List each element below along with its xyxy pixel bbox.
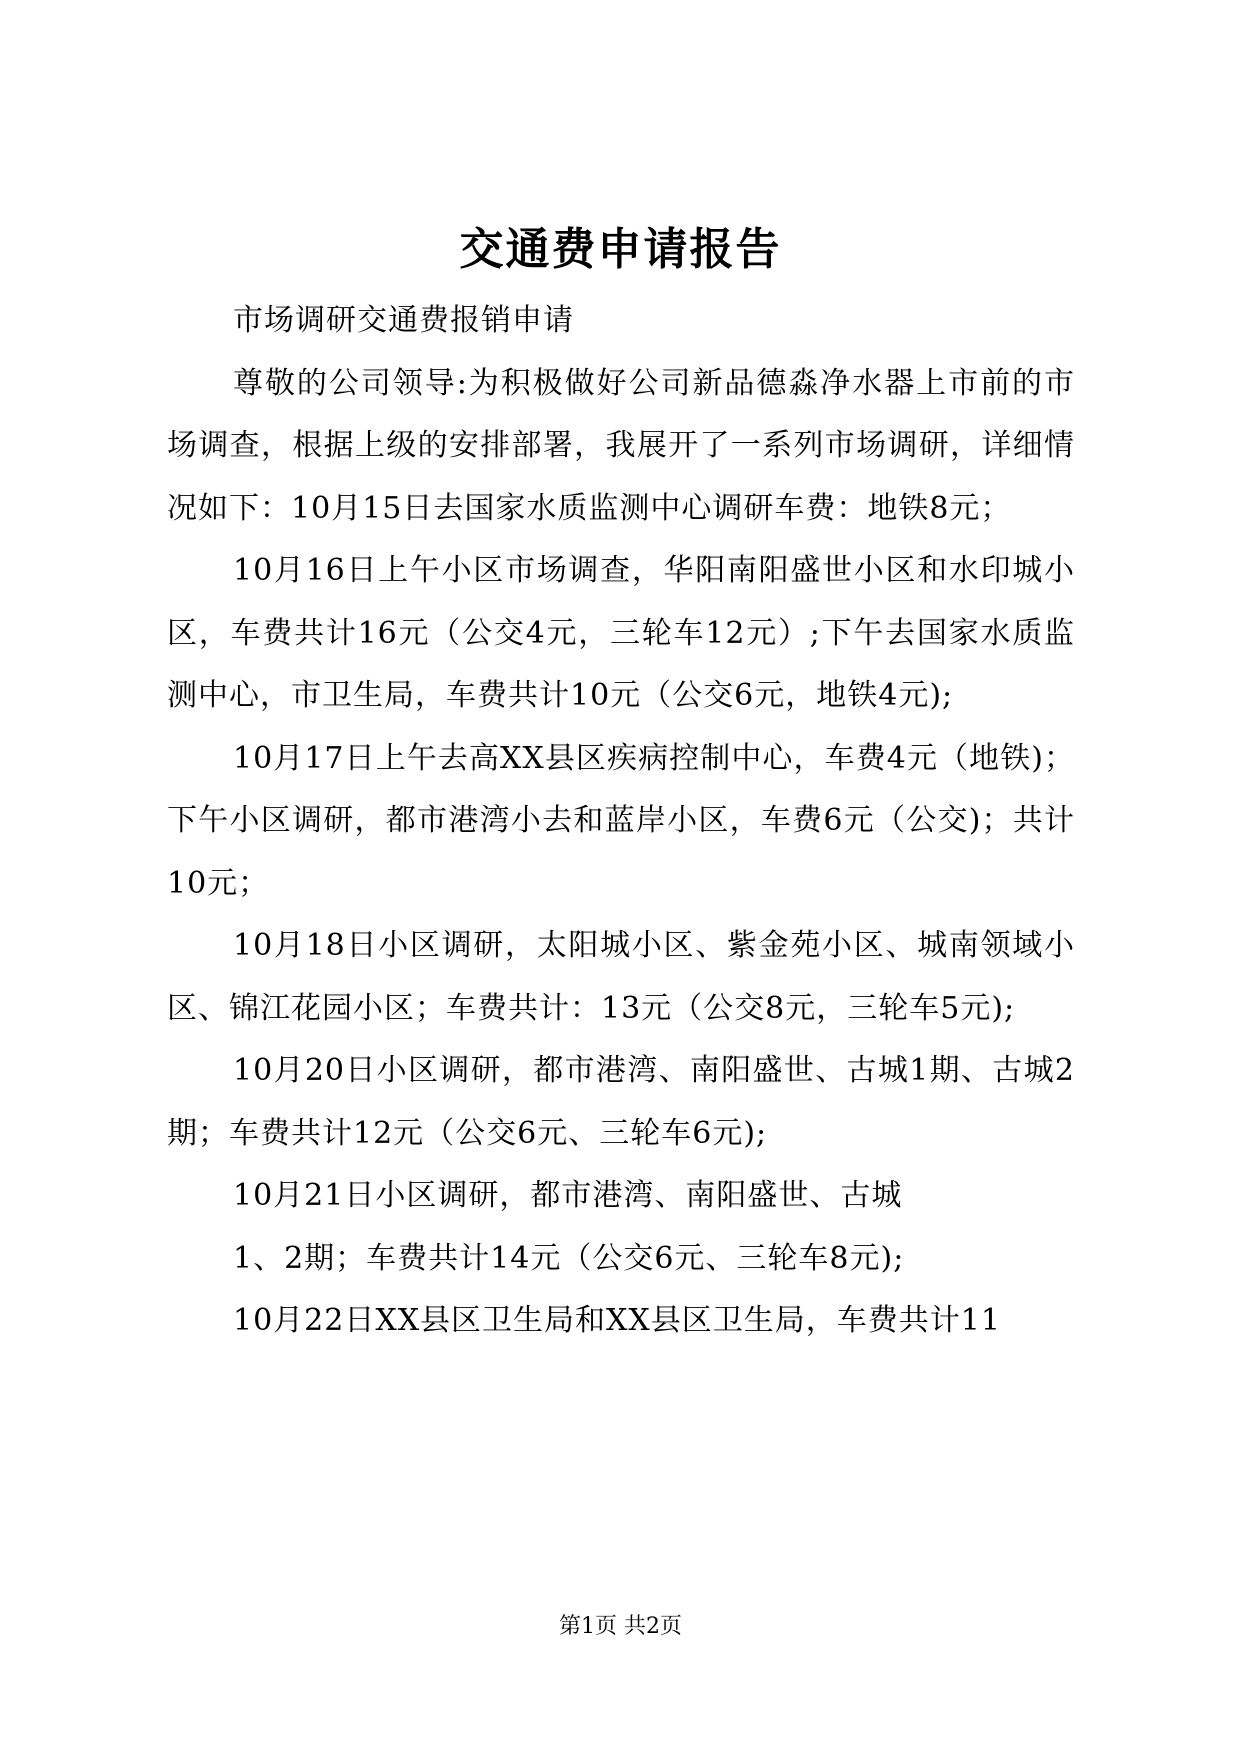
document-body [167,290,1075,1353]
page-footer: 第1页 共2页 [559,1614,682,1639]
paragraph-oct16: 10月16日上午小区市场调查，华阳南阳盛世小区和水印城小区，车费共计16元（公交4元，三轮车12元）;下午去国家水质监测中心，市卫生局，车费共计10元（公交6元，地铁4元); [167,553,1075,713]
paragraph-intro: 尊敬的公司领导:为积极做好公司新品德淼净水器上市前的市场调查，根据上级的安排部署，我展开了一系列市场调研，详细情况如下：10月15日去国家水质监测中心调研车费：地铁8元； [167,365,1075,526]
paragraph-oct22: 10月22日XX县区卫生局和XX县区卫生局，车费共计11 [233,1303,1001,1338]
document-title: 交通费申请报告 [459,224,782,275]
paragraph-oct21: 10月21日小区调研，都市港湾、南阳盛世、古城 [233,1178,903,1213]
paragraph-oct18: 10月18日小区调研，太阳城小区、紫金苑小区、城南领域小区、锦江花园小区；车费共计：13元（公交8元，三轮车5元); [167,928,1075,1026]
paragraph-subtitle: 市场调研交通费报销申请 [233,303,574,338]
paragraph-oct20: 10月20日小区调研，都市港湾、南阳盛世、古城1期、古城2期；车费共计12元（公交6元、三轮车6元); [167,1053,1075,1151]
paragraph-oct17: 10月17日上午去高XX县区疾病控制中心，车费4元（地铁)；下午小区调研，都市港湾小去和蓝岸小区，车费6元（公交)；共计10元； [167,740,1075,901]
paragraph-oct21-cont: 1、2期；车费共计14元（公交6元、三轮车8元); [233,1240,905,1276]
